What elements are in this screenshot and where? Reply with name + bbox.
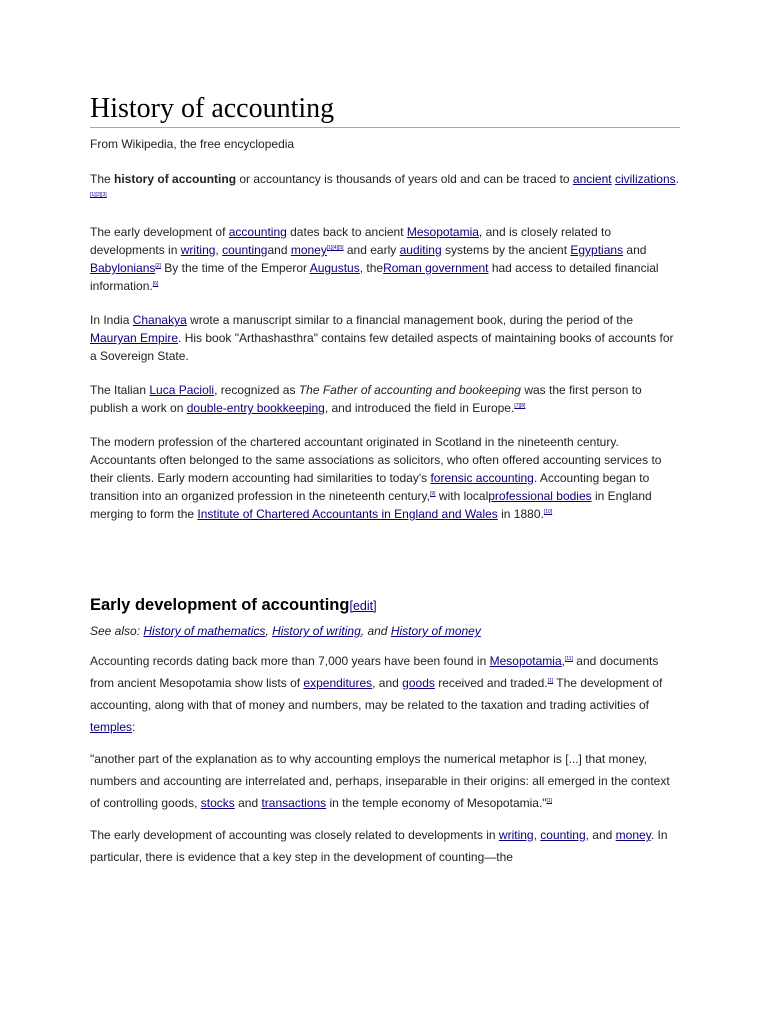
link-counting[interactable]: counting bbox=[540, 828, 586, 842]
link-mesopotamia[interactable]: Mesopotamia bbox=[489, 654, 562, 668]
citation-link[interactable]: [7][8] bbox=[514, 403, 526, 409]
paragraph-intro-4: The Italian Luca Pacioli, recognized as The Father of accounting and bookeeping was the first person to publish a work on double-entry bookkeeping, and introduced the field in Europe.[7][8] bbox=[90, 383, 642, 415]
link-chanakya[interactable]: Chanakya bbox=[132, 313, 187, 327]
citation-link[interactable]: [1][2][3] bbox=[90, 192, 107, 198]
link-babylonians[interactable]: Babylonians bbox=[90, 261, 156, 275]
section-heading: Early development of accounting[edit] bbox=[90, 596, 377, 614]
link-professional-bodies[interactable]: professional bodies bbox=[488, 489, 592, 503]
paragraph-intro-3: In India Chanakya wrote a manuscript similar to a financial management book, during the period of the Mauryan Empire. His book "Arthashasthra" contains few detailed aspects of maintaining books of accounts for a Sovereign State. bbox=[90, 313, 674, 363]
link-luca-pacioli[interactable]: Luca Pacioli bbox=[149, 383, 215, 397]
edit-link[interactable]: [edit] bbox=[349, 599, 377, 613]
see-also-note: See also: History of mathematics, History of writing, and History of money bbox=[90, 624, 481, 638]
link-civilizations[interactable]: civilizations bbox=[614, 172, 676, 186]
citation-link[interactable]: [6] bbox=[152, 281, 159, 287]
bold-term: history of accounting bbox=[114, 172, 237, 186]
link-institute-chartered-accountants[interactable]: Institute of Chartered Accountants in England and Wales bbox=[197, 507, 498, 521]
link-egyptians[interactable]: Egyptians bbox=[570, 243, 624, 257]
section-body bbox=[90, 650, 680, 868]
link-mauryan-empire[interactable]: Mauryan Empire bbox=[90, 331, 179, 345]
link-money[interactable]: money bbox=[615, 828, 651, 842]
paragraph-section-3: The early development of accounting was closely related to developments in writing, counting, and money. In particular, there is evidence that a key step in the development of counting—the bbox=[90, 828, 668, 864]
paragraph-intro-5: The modern profession of the chartered accountant originated in Scotland in the nineteenth century. Accountants often belonged to the same associations as solicitors, who often offered accounting services to their clients. Early modern accounting had similarities to today's forensic accounting. Accounting began to transition into an organized profession in the nineteenth century,[9] with localprofessional bodies in England merging to form the Institute of Chartered Accountants in England and Wales in 1880.[10] bbox=[90, 435, 662, 521]
citation-link[interactable]: [10] bbox=[543, 509, 553, 515]
link-mesopotamia[interactable]: Mesopotamia bbox=[406, 225, 479, 239]
citation-link[interactable]: [1][4][5] bbox=[326, 245, 344, 251]
citation-link[interactable]: [9] bbox=[430, 491, 436, 497]
link-writing[interactable]: writing bbox=[180, 243, 216, 257]
link-writing[interactable]: writing bbox=[498, 828, 534, 842]
link-history-of-money[interactable]: History of money bbox=[390, 624, 481, 638]
paragraph-intro-2: The early development of accounting dates back to ancient Mesopotamia, and is closely related to developments in writing, countingand money[1][4][5] and early auditing systems by the ancient Egyptians and Babylonians[2] By the time of the Emperor Augustus, theRoman government had access to detailed financial information.[6] bbox=[90, 225, 659, 293]
link-ancient[interactable]: ancient bbox=[572, 172, 612, 186]
link-stocks[interactable]: stocks bbox=[200, 796, 235, 810]
link-forensic-accounting[interactable]: forensic accounting bbox=[430, 471, 534, 485]
site-tagline: From Wikipedia, the free encyclopedia bbox=[90, 137, 295, 151]
paragraph-section-1: Accounting records dating back more than 7,000 years have been found in Mesopotamia,[11] and documents from ancient Mesopotamia show lists of expenditures, and goods received and traded.[1] The development of accounting, along with that of money and numbers, may be related to the taxation and trading activities of temples: bbox=[90, 654, 663, 734]
link-roman-government[interactable]: Roman government bbox=[383, 261, 489, 275]
paragraph-intro-1: The history of accounting or accountancy is thousands of years old and can be traced to ancient civilizations.[1][2][3] bbox=[90, 172, 679, 198]
link-history-of-writing[interactable]: History of writing bbox=[272, 624, 361, 638]
citation-link[interactable]: [11] bbox=[564, 656, 573, 662]
link-transactions[interactable]: transactions bbox=[261, 796, 327, 810]
link-temples[interactable]: temples bbox=[90, 720, 133, 734]
page-title: History of accounting bbox=[90, 92, 680, 128]
link-accounting[interactable]: accounting bbox=[228, 225, 287, 239]
article bbox=[90, 92, 680, 878]
link-history-of-mathematics[interactable]: History of mathematics bbox=[143, 624, 266, 638]
link-counting[interactable]: counting bbox=[222, 243, 268, 257]
citation-link[interactable]: [2] bbox=[155, 263, 161, 269]
quote-paragraph: "another part of the explanation as to why accounting employs the numerical metaphor is [...] that money, numbers and accounting are interrelated and, perhaps, inseparable in their origins: all emerged in the context of controlling goods, stocks and transactions in the temple economy of Mesopotamia."[1] bbox=[90, 752, 670, 810]
italic-epithet: The Father of accounting and bookeeping bbox=[298, 383, 521, 397]
citation-link[interactable]: [1] bbox=[547, 678, 554, 684]
citation-link[interactable]: [1] bbox=[546, 798, 553, 804]
link-auditing[interactable]: auditing bbox=[399, 243, 442, 257]
link-goods[interactable]: goods bbox=[402, 676, 435, 690]
link-expenditures[interactable]: expenditures bbox=[303, 676, 373, 690]
link-augustus[interactable]: Augustus bbox=[309, 261, 360, 275]
link-money[interactable]: money bbox=[290, 243, 327, 257]
link-double-entry-bookkeeping[interactable]: double-entry bookkeeping bbox=[186, 401, 325, 415]
